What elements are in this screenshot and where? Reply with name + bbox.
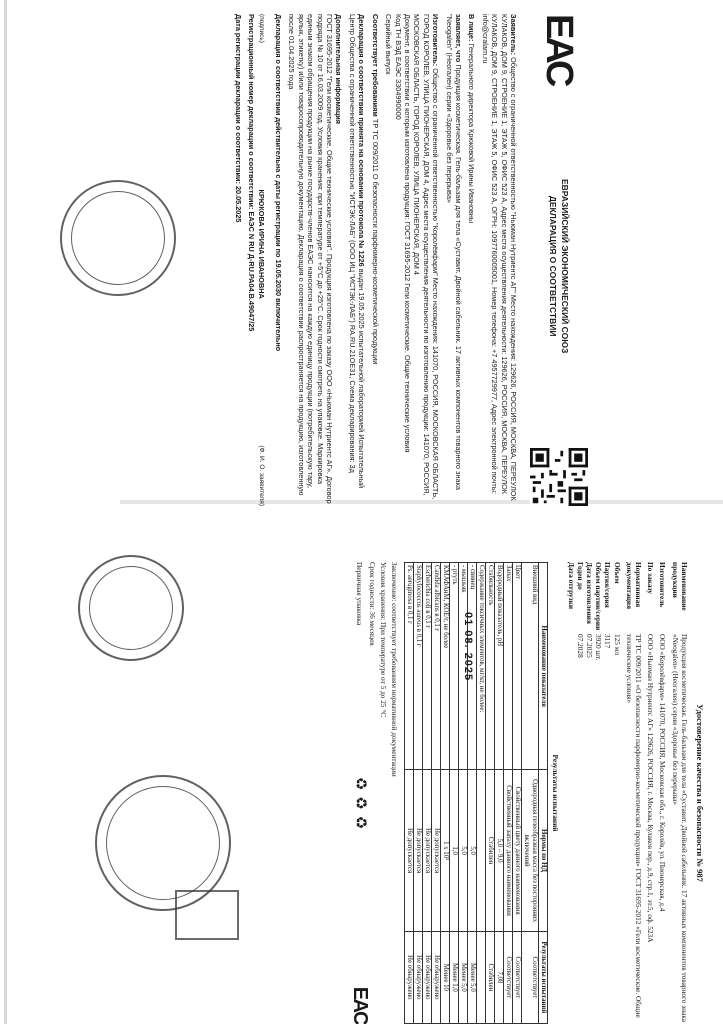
person-block: [467, 14, 476, 506]
applicant-block: [480, 14, 518, 506]
table-cell: Менее 1,0: [450, 931, 459, 1023]
extra-block: [287, 14, 343, 506]
table-row: [414, 563, 423, 1024]
union-title: ЕВРАЗИЙСКИЙ ЭКОНОМИЧЕСКИЙ СОЮЗ: [560, 179, 570, 354]
doc-title: ДЕКЛАРАЦИЯ О СООТВЕТСТВИИ: [548, 195, 558, 337]
validity-block: [274, 14, 283, 506]
table-row: [513, 563, 522, 1024]
table-cell: КМАФАнМ, КОЕ/г, не более: [441, 563, 450, 770]
series-text: Серийный выпуск: [384, 14, 394, 75]
certificate-row: [646, 562, 655, 1024]
certificate-row: [670, 562, 688, 1024]
extra-text: ГОСТ 31695-2012 "Гели косметические. Общие технические условия". Продукция изготовлена по заказу ООО «Ньюман Нутриентс АГ». Договор подряда № 10 от 16.03.2009 год. Условия хранения: при температуре от +5°С до +25°С. Срок годности смотреть на упаковке. Маркировка единым знаком обращения продукции на рынке государств-членов ЕАЭС наносится на каждую единицу продукции (потребительскую тару, ярлык, этикетку) и/или товаросопроводительную документацию. Декларация о соответствии распространяется на продукцию, изготовленную после 01.04.2025 года: [287, 14, 335, 504]
table-cell: 7,08: [495, 931, 504, 1023]
detail-row: [612, 562, 621, 714]
certificate-details-area: [576, 562, 622, 1024]
basis-label: Декларация о соответствии принята на основании протокола № 1226: [357, 14, 367, 267]
declaration-header: [518, 14, 600, 506]
signature-row: [256, 14, 265, 506]
certificate-row-value: ООО «Ньюман Нутриентс АГ» 129626, РОССИЯ, г. Москва, Кулаков пер., д.9, стр.1, эт.5, оф. 523А: [646, 634, 656, 943]
table-cell: 1,0: [450, 770, 459, 931]
eac-mark-icon-2: ЕАС: [348, 986, 371, 1024]
detail-label: Партия/серия: [603, 562, 613, 608]
table-cell: 5,0: [468, 770, 477, 931]
certificate-row-label: Нормативная документация: [624, 562, 643, 610]
table-cell: 1 х 10³: [441, 770, 450, 931]
results-title: Результаты испытаний: [551, 754, 561, 832]
table-row: [432, 563, 441, 1024]
col-norms: Нормы по НД: [539, 770, 548, 931]
certificate-details: [576, 562, 622, 714]
applicant-text: Общество с ограниченной ответственностью "Ньюман Нутриентс АГ" Место нахождения: 129626, РОССИЯ, МОСКВА, ПЕРЕУЛОК КУЛАКОВ, ДОМ 9, СТРОЕНИЕ 1, ЭТАЖ 5, ОФИС 523 А, Адрес места осуществления деятельности: 129626, РОССИЯ, МОСКВА, ПЕРЕУЛОК КУЛАКОВ, ДОМ 9, СТРОЕНИЕ 1, ЭТАЖ 5, ОФИС 523 А, ОГРН: 1097760005001, Номер телефона: +7 4957729977, Адрес электронной почты: info@cralam.ru: [480, 14, 518, 501]
table-row: [504, 563, 513, 1024]
detail-row: [594, 562, 603, 714]
detail-value: 3920 шт.: [594, 634, 604, 661]
basis-block: [348, 14, 367, 506]
table-cell: Соответствует: [513, 931, 522, 1023]
detail-label: Объем: [612, 562, 622, 584]
complies-text: ТР ТС 009/2011 О безопасности парфюмерно-косметической продукции: [370, 118, 380, 365]
basis-text: выдан 19.05.2025 испытательной лабораторией Испытательный Центр Общества с ограниченной ответственностью "ИСТЭК-ЛАБ" (ООО ИЦ "ИСТЭК-ЛАБ") RA.RU.21ОЕ31, Схема декларирования: 3д: [347, 14, 367, 489]
certificate-row: [625, 562, 643, 1024]
detail-value: 3117: [603, 634, 613, 649]
table-cell: [477, 931, 486, 1023]
detail-row: [576, 562, 585, 714]
table-cell: Не допускается: [432, 770, 441, 931]
table-cell: - свинец: [468, 563, 477, 770]
company-seal-stamp: [60, 180, 176, 296]
table-cell: Не обнаружено: [405, 931, 414, 1023]
declaration-titles: [547, 179, 571, 353]
certificate-row-label: Наименование продукции: [670, 562, 689, 611]
signer-caption: (Ф. И. О. заявителя): [257, 445, 265, 506]
detail-label: Дата изготовления: [584, 562, 594, 624]
extra-label: Дополнительная информация: [334, 14, 344, 125]
detail-label: Годен до: [575, 562, 585, 590]
table-cell: Стабилен: [486, 770, 495, 931]
certificate-row-label: Изготовитель: [658, 562, 668, 608]
table-cell: Соответствует: [504, 931, 513, 1023]
table-cell: Цвет: [513, 563, 522, 770]
table-row: [441, 563, 450, 1024]
certificate-row-label: По заказу: [646, 562, 656, 594]
eac-mark-icon: ЕАС: [538, 14, 580, 85]
detail-row: [603, 562, 612, 714]
detail-value: 07.2025: [584, 634, 594, 658]
table-cell: Однородная гелеобразная масса без посторонних включений: [522, 770, 539, 931]
standard-text: Документ, в соответствии с которым изготовлена продукция: ГОСТ 31695-2012 Гели косметические. Общие технические условия: [402, 14, 412, 453]
shipment-stamp-text: 01 08. 2025: [462, 612, 474, 682]
storage-text: Условия хранения: При температуре от 5 до 25 °С: [378, 562, 388, 718]
table-cell: Свойственный запаху данного наименования: [504, 770, 513, 931]
col-indicator: Наименование показателя: [539, 563, 548, 770]
detail-label: Объем партии/серии: [594, 562, 604, 631]
table-cell: 5,0 – 9,0: [495, 770, 504, 931]
reg-number-label: Регистрационный номер декларации о соответствии:: [247, 14, 257, 210]
table-cell: Водородный показатель, pH: [495, 563, 504, 770]
maker-block: [384, 14, 440, 506]
manufacturer-seal-stamp: [78, 555, 184, 661]
otk-rectangle-stamp: [175, 890, 239, 940]
table-cell: Escherichia coli в 0,1 г: [423, 563, 432, 770]
conclusion-text: Заключение: соответствует требованиям нормативной документации: [390, 562, 400, 777]
table-cell: Соответствует: [522, 931, 539, 1023]
maker-text: Общество с ограниченной ответственностью "Королёвфарм" Место нахождения: 141070, РОССИЯ, МОСКОВСКАЯ ОБЛАСТЬ, ГОРОД КОРОЛЕВ, УЛИЦА ПИОНЕРСКАЯ, ДОМ 4, Адрес места осуществления деятельности по изготовлению продукции: 141070, РОССИЯ, МОСКОВСКАЯ ОБЛАСТЬ, ГОРОД КОРОЛЕВ, УЛИЦА ПИОНЕРСКАЯ, ДОМ 4: [412, 14, 441, 500]
table-cell: Не обнаружено: [414, 931, 423, 1023]
table-row: [450, 563, 459, 1024]
detail-value: 07.2028: [575, 634, 585, 658]
applicant-label: Заявитель:: [509, 14, 518, 56]
person-label: В лице:: [467, 14, 477, 42]
declares-block: [444, 14, 463, 506]
table-cell: Менее 5,0: [459, 931, 468, 1023]
person-text: Генерального директора Крюковой Ирины Ивановны: [467, 43, 477, 224]
table-cell: Не допускается: [414, 770, 423, 931]
table-cell: - мышьяк: [459, 563, 468, 770]
table-cell: [477, 770, 486, 931]
shipment-label: Дата отгрузки: [566, 562, 576, 610]
certificate-row: [658, 562, 667, 1024]
code-text: Код ТН ВЭД ЕАЭС 3304990000: [393, 14, 403, 120]
signer-name: КРЮКОВА ИРИНА ИВАНОВНА: [256, 189, 266, 299]
table-cell: Не обнаружено: [423, 931, 432, 1023]
table-row: [522, 563, 539, 1024]
scan-edge-mark: [4, 0, 7, 1024]
table-row: [486, 563, 495, 1024]
certificate-footer: [348, 562, 400, 1024]
table-cell: Менее 5,0: [468, 931, 477, 1023]
table-cell: Staphylococcus aureus в 0,1 г: [414, 563, 423, 770]
reg-number-block: [247, 14, 256, 506]
maker-label: Изготовитель:: [431, 14, 441, 67]
declares-text: Продукция косметическая. Гель-бальзам для тела «Суставит. Двойной сабельник. 17 активных компонентов товарного знака "Neogalen" (Неогален) серии «Здоровье без перерыва»: [444, 14, 463, 490]
certificate-row-value: Продукция косметическая. Гель-бальзам для тела «Суставит. Двойной сабельник. 17 активных компонентов товарного знака «Neogalen» (Неогален) серии «Здоровье без перерыва»: [670, 634, 689, 1023]
table-cell: Candida albicans в 0,1 г: [432, 563, 441, 770]
certificate-row-value: ООО «Королёвфарм» 141070, РОССИЯ, Московская обл., г. Королёв, ул. Пионерская, д.4: [658, 634, 668, 912]
table-cell: Менее 10: [441, 931, 450, 1023]
packaging-row: [348, 562, 371, 1024]
table-cell: 5,0: [459, 770, 468, 931]
reg-number: ЕАЭС N RU Д-RU.РА04.В.49047/25: [247, 211, 257, 332]
quality-certificate: [144, 562, 704, 1024]
table-cell: - ртуть: [450, 563, 459, 770]
table-cell: Ps. aeruginosa в 0,1 г: [405, 563, 414, 770]
shipment-row: [566, 562, 575, 1024]
detail-row: [585, 562, 594, 714]
packaging-text: Первичная упаковка: [354, 562, 364, 626]
shelf-life-text: Срок годности: 36 месяцев: [367, 562, 377, 646]
signature-caption: (подпись): [257, 14, 265, 43]
table-cell: Запах: [504, 563, 513, 770]
table-cell: Внешний вид: [522, 563, 539, 770]
shipment-date-stamp: [460, 612, 478, 681]
table-row: [495, 563, 504, 1024]
table-cell: Стабильность: [486, 563, 495, 770]
table-row: [423, 563, 432, 1024]
col-results: Результаты испытаний: [539, 931, 548, 1023]
validity-text: Декларация о соответствии действительна с даты регистрации по 19.05.2030 включительно: [274, 14, 284, 352]
table-cell: Не допускается: [405, 770, 414, 931]
table-cell: Не обнаружено: [432, 931, 441, 1023]
table-cell: Не допускается: [423, 770, 432, 931]
table-row: [405, 563, 414, 1024]
certificate-info-rows: [625, 562, 689, 1024]
qr-code-icon: [530, 448, 588, 506]
table-cell: Стабилен: [486, 931, 495, 1023]
declares-label: заявляет, что: [453, 14, 463, 63]
reg-date-label: Дата регистрации декларации о соответствии:: [233, 14, 243, 184]
table-row: [477, 563, 486, 1024]
complies-label: Соответствует требованиям: [370, 14, 380, 117]
table-cell: Содержание токсичных элементов, мг/кг, не более:: [477, 563, 486, 770]
table-cell: Свойственный цвету данного наименования: [513, 770, 522, 931]
detail-value: 125 мл: [612, 634, 622, 656]
declaration-body: [233, 14, 518, 506]
results-header-row: [539, 563, 548, 1024]
certificate-row-value: ТР ТС 009/2011 «О безопасности парфюмерно-косметической продукции» ГОСТ 31695-2012 «Гели косметические. Общие технические условия»: [624, 634, 643, 1018]
recycle-icon: ♻♻♻: [351, 776, 368, 836]
reg-date: 20.05.2025: [233, 185, 243, 223]
complies-block: [370, 14, 379, 506]
certificate-title: Удостоверение качества и безопасности № 987: [695, 704, 705, 882]
reg-date-block: [233, 14, 242, 506]
